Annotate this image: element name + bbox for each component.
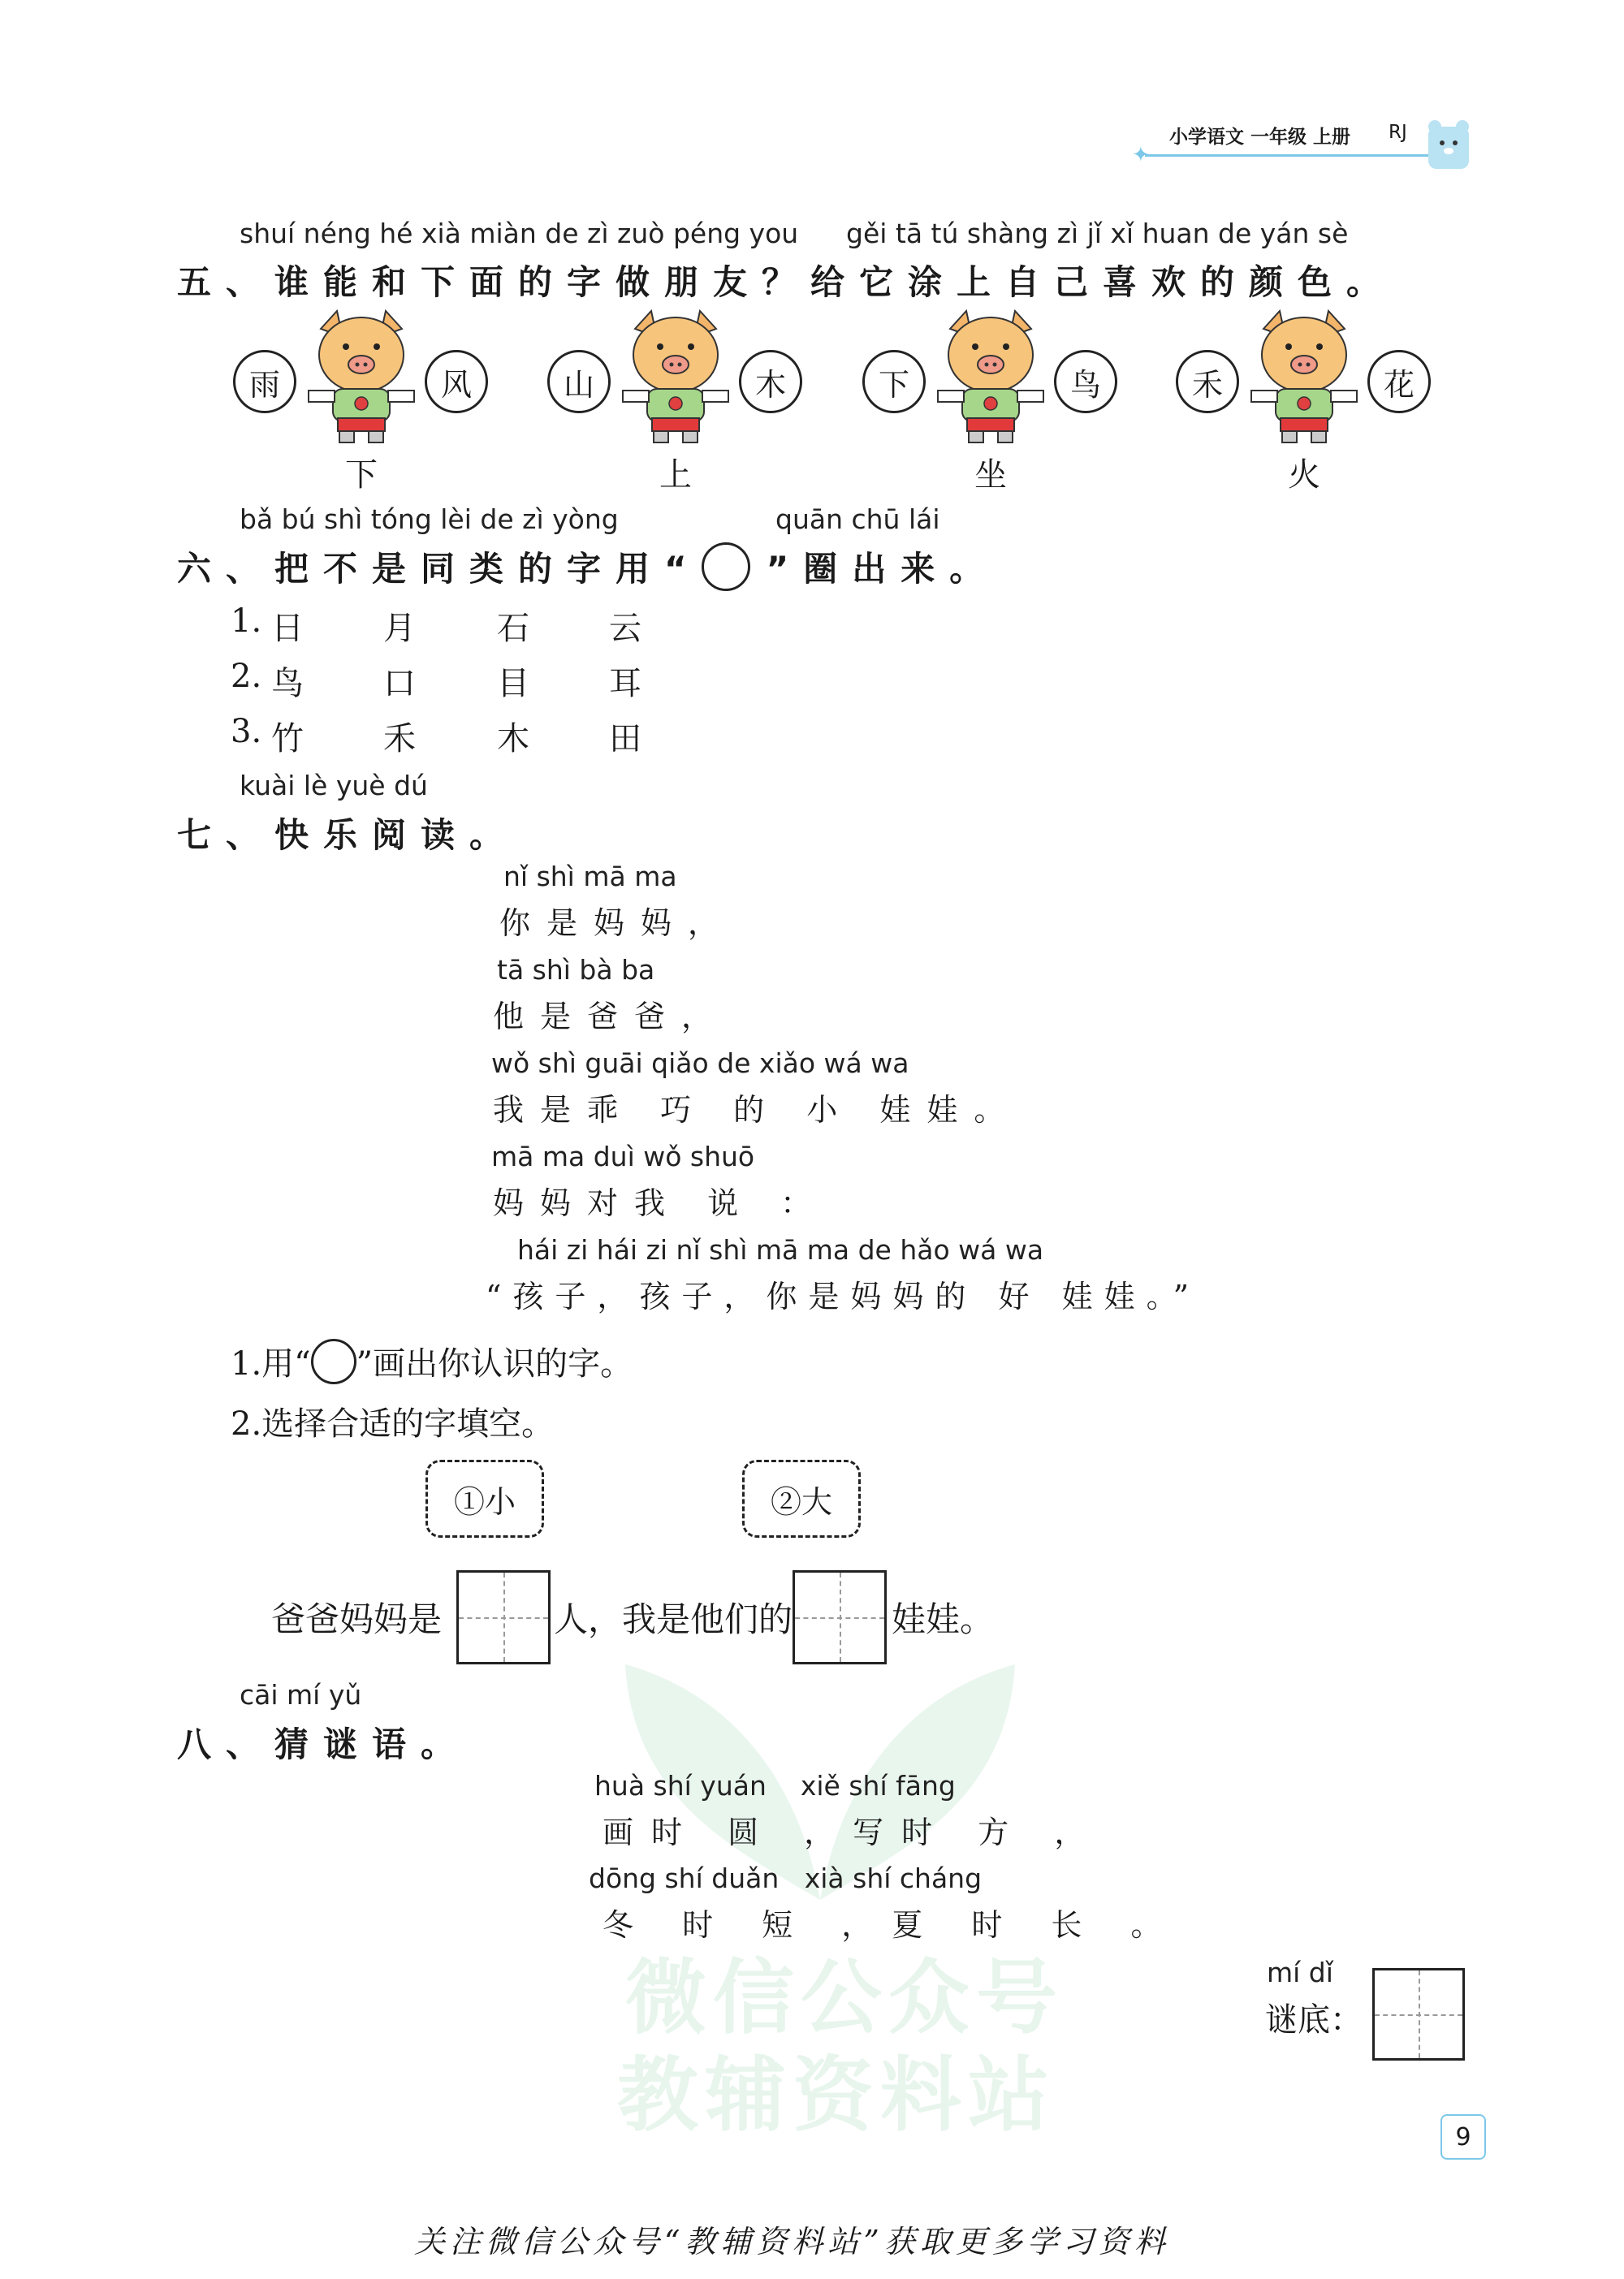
section7-question-1 [231, 1338, 633, 1384]
pig-group-3 [861, 304, 1121, 494]
poem-pinyin-2: tā shì bà ba [497, 954, 655, 986]
fill-text-a: 爸爸妈妈是 [271, 1599, 443, 1639]
row-char[interactable]: 木 [497, 720, 529, 758]
option-1: ①小 [425, 1460, 544, 1538]
footer-notice: 关注微信公众号“教辅资料站”获取更多学习资料 [414, 2224, 1170, 2260]
row-number: 3. [231, 713, 262, 750]
row-number: 2. [231, 658, 262, 695]
pig-group-2 [546, 304, 806, 494]
circle-char-right[interactable]: 风 [425, 350, 488, 413]
pig-group-4 [1174, 304, 1434, 494]
pig-group-1 [231, 304, 491, 494]
section5-pinyin-b: gěi tā tú shàng zì jǐ xǐ huan de yán sè [846, 218, 1349, 249]
pig-icon [607, 304, 745, 447]
header-edition: RJ [1389, 122, 1407, 143]
poem-line-3: 我是乖 巧 的 小 娃娃。 [493, 1092, 1021, 1128]
pig-icon [1235, 304, 1373, 447]
bottom-char: 上 [659, 456, 692, 494]
section6-pinyin-a: bǎ bú shì tóng lèi de zì yòng [240, 503, 619, 535]
pig-icon [922, 304, 1060, 447]
poem-line-2: 他是爸爸， [493, 999, 729, 1034]
section6-title [177, 542, 998, 591]
poem-line-4: 妈妈对我 说 ： [493, 1185, 828, 1221]
row-char[interactable]: 口 [383, 665, 416, 702]
option-2: ②大 [742, 1460, 861, 1538]
circle-symbol-icon [311, 1339, 356, 1384]
poem-line-5: “孩子，孩子，你是妈妈的 好 娃娃。” [486, 1279, 1201, 1314]
section6-title-a: 六、把不是同类的字用“ [177, 549, 702, 589]
fill-text-c: 娃娃。 [892, 1599, 995, 1639]
answer-box[interactable] [1372, 1968, 1465, 2061]
watermark-line-2: 教辅资料站 [617, 2048, 1056, 2143]
circle-char-right[interactable]: 花 [1367, 350, 1431, 413]
q1-text-b: ”画出你认识的字。 [356, 1345, 633, 1383]
fill-box-1[interactable] [456, 1570, 551, 1664]
row-char[interactable]: 鸟 [271, 665, 304, 702]
poem-pinyin-1: nǐ shì mā ma [503, 861, 677, 892]
bottom-char: 下 [345, 456, 378, 494]
section6-title-b: ”圈出来。 [766, 549, 999, 589]
header [1129, 119, 1470, 175]
circle-char-right[interactable]: 鸟 [1054, 350, 1117, 413]
section5-pinyin-a: shuí néng hé xià miàn de zì zuò péng you [240, 218, 799, 249]
poem-pinyin-5: hái zi hái zi nǐ shì mā ma de hǎo wá wa [517, 1234, 1044, 1266]
circle-char-left[interactable]: 山 [547, 350, 611, 413]
bottom-char: 火 [1288, 456, 1320, 494]
circle-char-left[interactable]: 下 [862, 350, 926, 413]
row-char[interactable]: 竹 [271, 720, 304, 758]
row-char[interactable]: 田 [609, 720, 641, 758]
riddle-pinyin-1: huà shí yuán xiě shí fāng [594, 1770, 956, 1802]
q1-text-a: 1.用“ [231, 1345, 311, 1383]
answer-label: 谜底： [1265, 2001, 1363, 2039]
row-char[interactable]: 目 [497, 665, 529, 702]
watermark-line-1: 微信公众号 [625, 1950, 1064, 2045]
row-number: 1. [231, 602, 262, 640]
poem-pinyin-3: wǒ shì guāi qiǎo de xiǎo wá wa [491, 1047, 909, 1079]
section7-question-2: 2.选择合适的字填空。 [231, 1405, 555, 1443]
section6-pinyin-b: quān chū lái [775, 503, 940, 535]
circle-symbol-icon [702, 542, 750, 591]
poem-pinyin-4: mā ma duì wǒ shuō [491, 1141, 755, 1172]
riddle-line-2: 冬 时 短 ，夏 时 长 。 [603, 1907, 1181, 1943]
star-icon: ✦ [1132, 143, 1150, 167]
section7-title: 七、快乐阅读。 [177, 815, 519, 855]
page-number: 9 [1440, 2114, 1486, 2160]
riddle-pinyin-2: dōng shí duǎn xià shí cháng [589, 1862, 983, 1894]
bear-icon [1425, 119, 1472, 172]
riddle-line-1: 画时 圆 ，写时 方 ， [603, 1815, 1104, 1850]
circle-char-left[interactable]: 雨 [233, 350, 296, 413]
row-char[interactable]: 石 [497, 610, 529, 647]
row-char[interactable]: 耳 [609, 665, 641, 702]
row-char[interactable]: 月 [383, 610, 416, 647]
pig-icon [292, 304, 430, 447]
answer-pinyin: mí dǐ [1267, 1957, 1333, 1988]
header-subject: 小学语文 一年级 上册 [1169, 127, 1351, 148]
row-char[interactable]: 禾 [383, 720, 416, 758]
poem-line-1: 你是妈妈， [499, 905, 736, 941]
section8-title: 八、猜谜语。 [177, 1724, 470, 1764]
section5-title: 五、谁能和下面的字做朋友？给它涂上自己喜欢的颜色。 [177, 262, 1396, 302]
bottom-char: 坐 [974, 456, 1007, 494]
row-char[interactable]: 云 [609, 610, 641, 647]
circle-char-left[interactable]: 禾 [1176, 350, 1239, 413]
circle-char-right[interactable]: 木 [739, 350, 802, 413]
section7-pinyin: kuài lè yuè dú [240, 770, 428, 801]
header-rule [1145, 154, 1437, 157]
fill-text-b: 人，我是他们的 [554, 1599, 793, 1639]
section8-pinyin: cāi mí yǔ [240, 1679, 362, 1711]
row-char[interactable]: 日 [271, 610, 304, 647]
